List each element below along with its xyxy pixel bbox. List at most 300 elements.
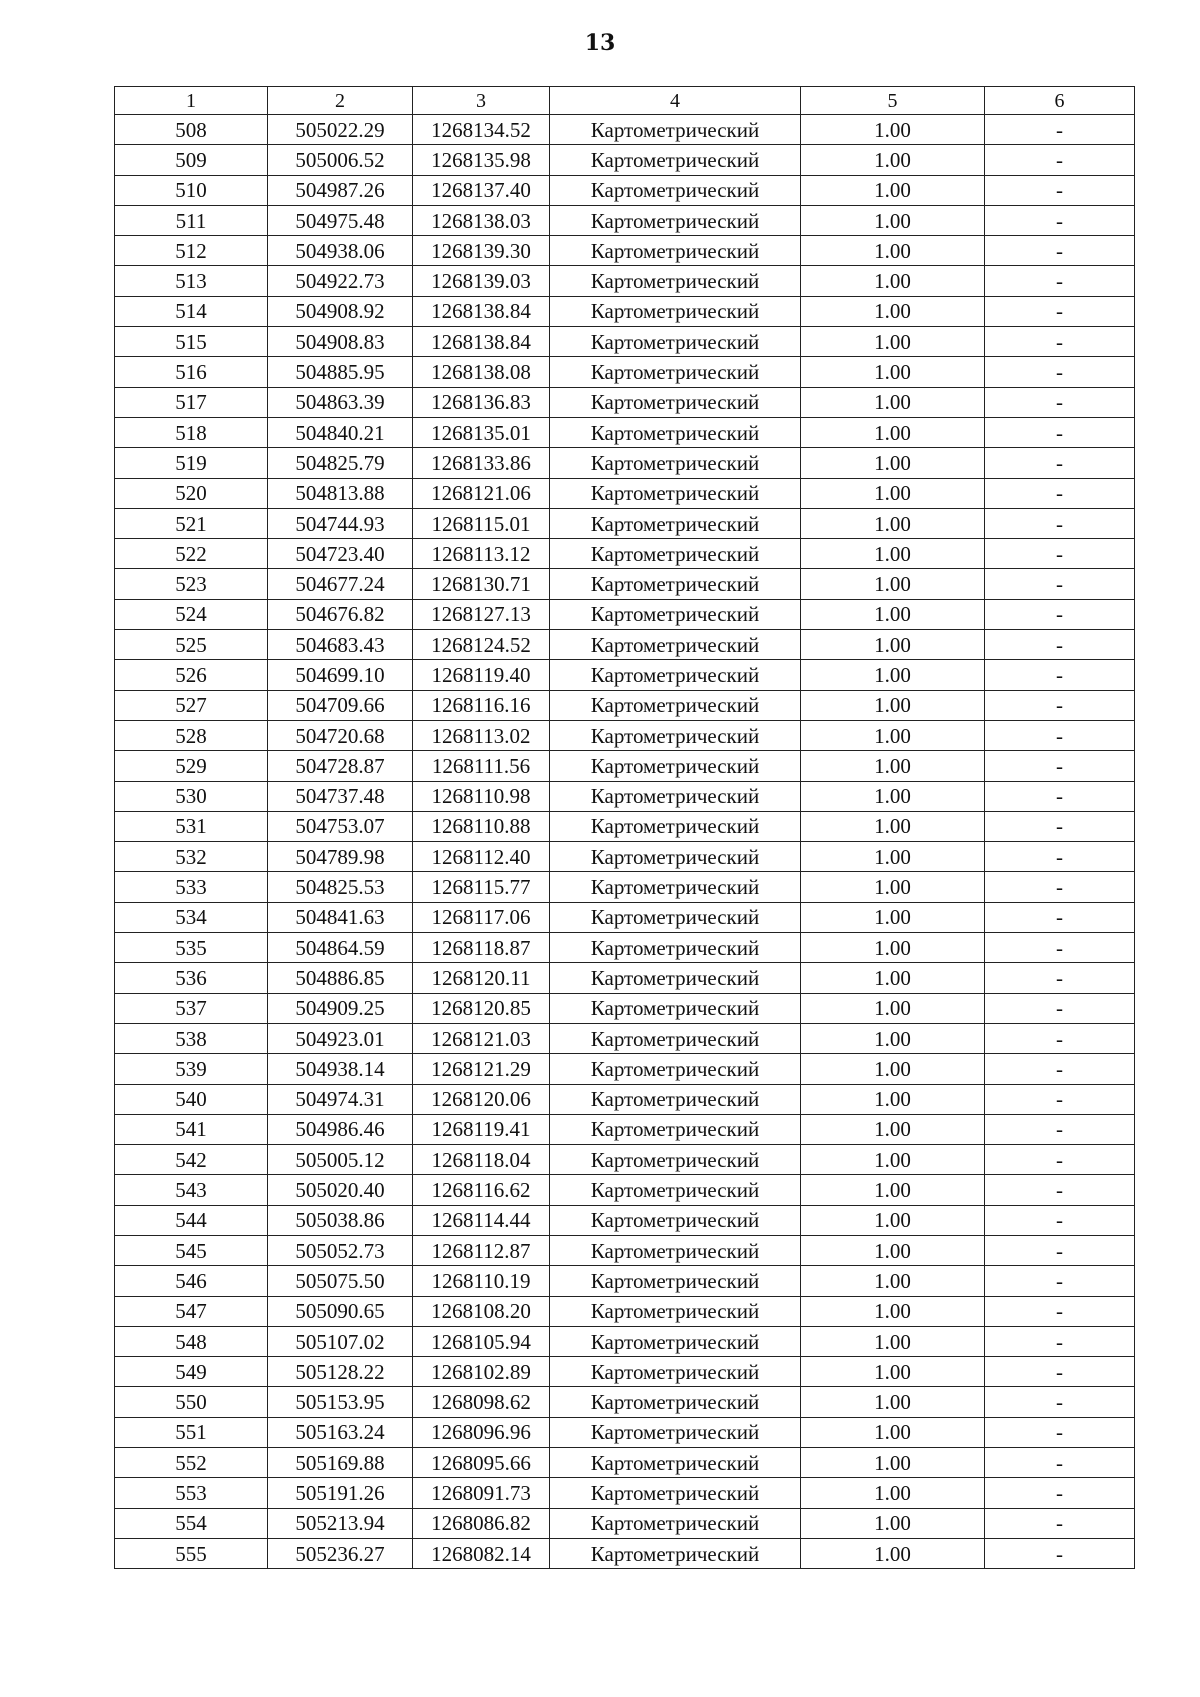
point-number-cell: 544 bbox=[115, 1205, 268, 1235]
table-row bbox=[115, 902, 1135, 932]
method-cell: Картометрический bbox=[550, 266, 801, 296]
y-coordinate-cell: 1268118.04 bbox=[413, 1145, 550, 1175]
x-coordinate-cell: 505005.12 bbox=[268, 1145, 413, 1175]
method-cell: Картометрический bbox=[550, 993, 801, 1023]
y-coordinate-cell: 1268139.03 bbox=[413, 266, 550, 296]
point-number-cell: 546 bbox=[115, 1266, 268, 1296]
x-coordinate-cell: 505191.26 bbox=[268, 1478, 413, 1508]
method-cell: Картометрический bbox=[550, 357, 801, 387]
y-coordinate-cell: 1268116.62 bbox=[413, 1175, 550, 1205]
table-row bbox=[115, 1478, 1135, 1508]
accuracy-cell: 1.00 bbox=[801, 1114, 985, 1144]
x-coordinate-cell: 504986.46 bbox=[268, 1114, 413, 1144]
x-coordinate-cell: 504683.43 bbox=[268, 630, 413, 660]
table-row bbox=[115, 720, 1135, 750]
y-coordinate-cell: 1268111.56 bbox=[413, 751, 550, 781]
table-row bbox=[115, 1235, 1135, 1265]
x-coordinate-cell: 505169.88 bbox=[268, 1448, 413, 1478]
point-number-cell: 548 bbox=[115, 1326, 268, 1356]
method-cell: Картометрический bbox=[550, 539, 801, 569]
note-cell: - bbox=[985, 1266, 1135, 1296]
note-cell: - bbox=[985, 508, 1135, 538]
point-number-cell: 552 bbox=[115, 1448, 268, 1478]
point-number-cell: 508 bbox=[115, 115, 268, 145]
coordinates-table bbox=[114, 86, 1135, 1569]
note-cell: - bbox=[985, 417, 1135, 447]
point-number-cell: 543 bbox=[115, 1175, 268, 1205]
x-coordinate-cell: 504677.24 bbox=[268, 569, 413, 599]
accuracy-cell: 1.00 bbox=[801, 448, 985, 478]
y-coordinate-cell: 1268117.06 bbox=[413, 902, 550, 932]
method-cell: Картометрический bbox=[550, 1448, 801, 1478]
x-coordinate-cell: 504699.10 bbox=[268, 660, 413, 690]
x-coordinate-cell: 504863.39 bbox=[268, 387, 413, 417]
method-cell: Картометрический bbox=[550, 1145, 801, 1175]
x-coordinate-cell: 505038.86 bbox=[268, 1205, 413, 1235]
note-cell: - bbox=[985, 387, 1135, 417]
table-row bbox=[115, 1448, 1135, 1478]
note-cell: - bbox=[985, 781, 1135, 811]
y-coordinate-cell: 1268118.87 bbox=[413, 933, 550, 963]
x-coordinate-cell: 505153.95 bbox=[268, 1387, 413, 1417]
table-row bbox=[115, 1538, 1135, 1568]
x-coordinate-cell: 505022.29 bbox=[268, 115, 413, 145]
point-number-cell: 512 bbox=[115, 236, 268, 266]
point-number-cell: 516 bbox=[115, 357, 268, 387]
y-coordinate-cell: 1268120.06 bbox=[413, 1084, 550, 1114]
accuracy-cell: 1.00 bbox=[801, 993, 985, 1023]
point-number-cell: 525 bbox=[115, 630, 268, 660]
method-cell: Картометрический bbox=[550, 1235, 801, 1265]
header-row bbox=[115, 87, 1135, 115]
note-cell: - bbox=[985, 1114, 1135, 1144]
method-cell: Картометрический bbox=[550, 842, 801, 872]
x-coordinate-cell: 504908.83 bbox=[268, 327, 413, 357]
method-cell: Картометрический bbox=[550, 1054, 801, 1084]
note-cell: - bbox=[985, 1326, 1135, 1356]
accuracy-cell: 1.00 bbox=[801, 1235, 985, 1265]
method-cell: Картометрический bbox=[550, 387, 801, 417]
y-coordinate-cell: 1268119.40 bbox=[413, 660, 550, 690]
x-coordinate-cell: 504825.79 bbox=[268, 448, 413, 478]
table-row bbox=[115, 933, 1135, 963]
y-coordinate-cell: 1268121.06 bbox=[413, 478, 550, 508]
note-cell: - bbox=[985, 1023, 1135, 1053]
note-cell: - bbox=[985, 1054, 1135, 1084]
method-cell: Картометрический bbox=[550, 417, 801, 447]
table-row bbox=[115, 1417, 1135, 1447]
method-cell: Картометрический bbox=[550, 145, 801, 175]
table-row bbox=[115, 115, 1135, 145]
accuracy-cell: 1.00 bbox=[801, 1357, 985, 1387]
table-row bbox=[115, 508, 1135, 538]
x-coordinate-cell: 504975.48 bbox=[268, 205, 413, 235]
x-coordinate-cell: 504923.01 bbox=[268, 1023, 413, 1053]
method-cell: Картометрический bbox=[550, 630, 801, 660]
y-coordinate-cell: 1268110.98 bbox=[413, 781, 550, 811]
point-number-cell: 555 bbox=[115, 1538, 268, 1568]
accuracy-cell: 1.00 bbox=[801, 236, 985, 266]
table-row bbox=[115, 448, 1135, 478]
note-cell: - bbox=[985, 266, 1135, 296]
accuracy-cell: 1.00 bbox=[801, 145, 985, 175]
table-header bbox=[115, 87, 1135, 115]
accuracy-cell: 1.00 bbox=[801, 417, 985, 447]
y-coordinate-cell: 1268120.85 bbox=[413, 993, 550, 1023]
method-cell: Картометрический bbox=[550, 236, 801, 266]
table-row bbox=[115, 205, 1135, 235]
table-row bbox=[115, 1054, 1135, 1084]
point-number-cell: 509 bbox=[115, 145, 268, 175]
accuracy-cell: 1.00 bbox=[801, 478, 985, 508]
method-cell: Картометрический bbox=[550, 902, 801, 932]
note-cell: - bbox=[985, 1205, 1135, 1235]
x-coordinate-cell: 504720.68 bbox=[268, 720, 413, 750]
x-coordinate-cell: 505090.65 bbox=[268, 1296, 413, 1326]
accuracy-cell: 1.00 bbox=[801, 1175, 985, 1205]
table-row bbox=[115, 872, 1135, 902]
note-cell: - bbox=[985, 933, 1135, 963]
method-cell: Картометрический bbox=[550, 1417, 801, 1447]
point-number-cell: 532 bbox=[115, 842, 268, 872]
table-row bbox=[115, 478, 1135, 508]
table-row bbox=[115, 842, 1135, 872]
x-coordinate-cell: 504728.87 bbox=[268, 751, 413, 781]
method-cell: Картометрический bbox=[550, 1114, 801, 1144]
accuracy-cell: 1.00 bbox=[801, 599, 985, 629]
y-coordinate-cell: 1268135.98 bbox=[413, 145, 550, 175]
y-coordinate-cell: 1268116.16 bbox=[413, 690, 550, 720]
table-row bbox=[115, 1296, 1135, 1326]
x-coordinate-cell: 505128.22 bbox=[268, 1357, 413, 1387]
method-cell: Картометрический bbox=[550, 690, 801, 720]
y-coordinate-cell: 1268139.30 bbox=[413, 236, 550, 266]
column-header-2: 2 bbox=[268, 87, 413, 115]
table-row bbox=[115, 751, 1135, 781]
method-cell: Картометрический bbox=[550, 1508, 801, 1538]
x-coordinate-cell: 505052.73 bbox=[268, 1235, 413, 1265]
method-cell: Картометрический bbox=[550, 599, 801, 629]
note-cell: - bbox=[985, 1448, 1135, 1478]
table-row bbox=[115, 690, 1135, 720]
accuracy-cell: 1.00 bbox=[801, 508, 985, 538]
column-header-3: 3 bbox=[413, 87, 550, 115]
note-cell: - bbox=[985, 115, 1135, 145]
y-coordinate-cell: 1268119.41 bbox=[413, 1114, 550, 1144]
y-coordinate-cell: 1268091.73 bbox=[413, 1478, 550, 1508]
table-row bbox=[115, 327, 1135, 357]
point-number-cell: 551 bbox=[115, 1417, 268, 1447]
point-number-cell: 554 bbox=[115, 1508, 268, 1538]
accuracy-cell: 1.00 bbox=[801, 205, 985, 235]
accuracy-cell: 1.00 bbox=[801, 933, 985, 963]
x-coordinate-cell: 504813.88 bbox=[268, 478, 413, 508]
table-row bbox=[115, 1145, 1135, 1175]
table-row bbox=[115, 236, 1135, 266]
note-cell: - bbox=[985, 660, 1135, 690]
point-number-cell: 535 bbox=[115, 933, 268, 963]
table-row bbox=[115, 417, 1135, 447]
note-cell: - bbox=[985, 993, 1135, 1023]
point-number-cell: 542 bbox=[115, 1145, 268, 1175]
note-cell: - bbox=[985, 1417, 1135, 1447]
point-number-cell: 538 bbox=[115, 1023, 268, 1053]
accuracy-cell: 1.00 bbox=[801, 902, 985, 932]
note-cell: - bbox=[985, 1508, 1135, 1538]
y-coordinate-cell: 1268082.14 bbox=[413, 1538, 550, 1568]
method-cell: Картометрический bbox=[550, 1478, 801, 1508]
point-number-cell: 553 bbox=[115, 1478, 268, 1508]
method-cell: Картометрический bbox=[550, 1387, 801, 1417]
table-row bbox=[115, 539, 1135, 569]
accuracy-cell: 1.00 bbox=[801, 1084, 985, 1114]
x-coordinate-cell: 504825.53 bbox=[268, 872, 413, 902]
method-cell: Картометрический bbox=[550, 508, 801, 538]
method-cell: Картометрический bbox=[550, 115, 801, 145]
point-number-cell: 524 bbox=[115, 599, 268, 629]
method-cell: Картометрический bbox=[550, 175, 801, 205]
method-cell: Картометрический bbox=[550, 1205, 801, 1235]
method-cell: Картометрический bbox=[550, 1357, 801, 1387]
note-cell: - bbox=[985, 205, 1135, 235]
accuracy-cell: 1.00 bbox=[801, 1054, 985, 1084]
table-row bbox=[115, 781, 1135, 811]
y-coordinate-cell: 1268110.88 bbox=[413, 811, 550, 841]
accuracy-cell: 1.00 bbox=[801, 842, 985, 872]
y-coordinate-cell: 1268095.66 bbox=[413, 1448, 550, 1478]
table-body bbox=[115, 115, 1135, 1569]
accuracy-cell: 1.00 bbox=[801, 1145, 985, 1175]
note-cell: - bbox=[985, 569, 1135, 599]
point-number-cell: 527 bbox=[115, 690, 268, 720]
table-row bbox=[115, 1023, 1135, 1053]
note-cell: - bbox=[985, 357, 1135, 387]
point-number-cell: 518 bbox=[115, 417, 268, 447]
note-cell: - bbox=[985, 236, 1135, 266]
y-coordinate-cell: 1268138.84 bbox=[413, 327, 550, 357]
table-row bbox=[115, 811, 1135, 841]
y-coordinate-cell: 1268135.01 bbox=[413, 417, 550, 447]
note-cell: - bbox=[985, 1357, 1135, 1387]
x-coordinate-cell: 504709.66 bbox=[268, 690, 413, 720]
point-number-cell: 547 bbox=[115, 1296, 268, 1326]
x-coordinate-cell: 504922.73 bbox=[268, 266, 413, 296]
point-number-cell: 529 bbox=[115, 751, 268, 781]
y-coordinate-cell: 1268120.11 bbox=[413, 963, 550, 993]
x-coordinate-cell: 505107.02 bbox=[268, 1326, 413, 1356]
y-coordinate-cell: 1268114.44 bbox=[413, 1205, 550, 1235]
note-cell: - bbox=[985, 1478, 1135, 1508]
accuracy-cell: 1.00 bbox=[801, 690, 985, 720]
accuracy-cell: 1.00 bbox=[801, 1538, 985, 1568]
point-number-cell: 519 bbox=[115, 448, 268, 478]
y-coordinate-cell: 1268112.87 bbox=[413, 1235, 550, 1265]
note-cell: - bbox=[985, 327, 1135, 357]
point-number-cell: 536 bbox=[115, 963, 268, 993]
point-number-cell: 511 bbox=[115, 205, 268, 235]
x-coordinate-cell: 504885.95 bbox=[268, 357, 413, 387]
note-cell: - bbox=[985, 1296, 1135, 1326]
accuracy-cell: 1.00 bbox=[801, 387, 985, 417]
note-cell: - bbox=[985, 478, 1135, 508]
x-coordinate-cell: 504744.93 bbox=[268, 508, 413, 538]
y-coordinate-cell: 1268113.12 bbox=[413, 539, 550, 569]
x-coordinate-cell: 504864.59 bbox=[268, 933, 413, 963]
y-coordinate-cell: 1268133.86 bbox=[413, 448, 550, 478]
accuracy-cell: 1.00 bbox=[801, 327, 985, 357]
note-cell: - bbox=[985, 1145, 1135, 1175]
y-coordinate-cell: 1268105.94 bbox=[413, 1326, 550, 1356]
point-number-cell: 539 bbox=[115, 1054, 268, 1084]
point-number-cell: 510 bbox=[115, 175, 268, 205]
column-header-1: 1 bbox=[115, 87, 268, 115]
x-coordinate-cell: 504938.06 bbox=[268, 236, 413, 266]
point-number-cell: 517 bbox=[115, 387, 268, 417]
accuracy-cell: 1.00 bbox=[801, 1205, 985, 1235]
x-coordinate-cell: 505163.24 bbox=[268, 1417, 413, 1447]
table-row bbox=[115, 387, 1135, 417]
note-cell: - bbox=[985, 872, 1135, 902]
table-row bbox=[115, 1175, 1135, 1205]
y-coordinate-cell: 1268113.02 bbox=[413, 720, 550, 750]
accuracy-cell: 1.00 bbox=[801, 781, 985, 811]
y-coordinate-cell: 1268130.71 bbox=[413, 569, 550, 599]
note-cell: - bbox=[985, 1175, 1135, 1205]
point-number-cell: 537 bbox=[115, 993, 268, 1023]
note-cell: - bbox=[985, 539, 1135, 569]
column-header-4: 4 bbox=[550, 87, 801, 115]
accuracy-cell: 1.00 bbox=[801, 1296, 985, 1326]
x-coordinate-cell: 504789.98 bbox=[268, 842, 413, 872]
accuracy-cell: 1.00 bbox=[801, 115, 985, 145]
y-coordinate-cell: 1268138.08 bbox=[413, 357, 550, 387]
table-row bbox=[115, 569, 1135, 599]
point-number-cell: 514 bbox=[115, 296, 268, 326]
table-row bbox=[115, 1266, 1135, 1296]
note-cell: - bbox=[985, 145, 1135, 175]
point-number-cell: 531 bbox=[115, 811, 268, 841]
note-cell: - bbox=[985, 630, 1135, 660]
table-row bbox=[115, 1326, 1135, 1356]
point-number-cell: 549 bbox=[115, 1357, 268, 1387]
x-coordinate-cell: 504840.21 bbox=[268, 417, 413, 447]
x-coordinate-cell: 504987.26 bbox=[268, 175, 413, 205]
x-coordinate-cell: 504753.07 bbox=[268, 811, 413, 841]
note-cell: - bbox=[985, 1235, 1135, 1265]
table-row bbox=[115, 266, 1135, 296]
point-number-cell: 530 bbox=[115, 781, 268, 811]
accuracy-cell: 1.00 bbox=[801, 811, 985, 841]
note-cell: - bbox=[985, 448, 1135, 478]
method-cell: Картометрический bbox=[550, 811, 801, 841]
accuracy-cell: 1.00 bbox=[801, 963, 985, 993]
point-number-cell: 528 bbox=[115, 720, 268, 750]
method-cell: Картометрический bbox=[550, 660, 801, 690]
method-cell: Картометрический bbox=[550, 205, 801, 235]
note-cell: - bbox=[985, 1084, 1135, 1114]
method-cell: Картометрический bbox=[550, 1538, 801, 1568]
accuracy-cell: 1.00 bbox=[801, 1508, 985, 1538]
method-cell: Картометрический bbox=[550, 781, 801, 811]
y-coordinate-cell: 1268134.52 bbox=[413, 115, 550, 145]
column-header-5: 5 bbox=[801, 87, 985, 115]
table-row bbox=[115, 660, 1135, 690]
table-row bbox=[115, 963, 1135, 993]
method-cell: Картометрический bbox=[550, 720, 801, 750]
point-number-cell: 513 bbox=[115, 266, 268, 296]
y-coordinate-cell: 1268138.03 bbox=[413, 205, 550, 235]
note-cell: - bbox=[985, 963, 1135, 993]
x-coordinate-cell: 504886.85 bbox=[268, 963, 413, 993]
note-cell: - bbox=[985, 842, 1135, 872]
y-coordinate-cell: 1268098.62 bbox=[413, 1387, 550, 1417]
accuracy-cell: 1.00 bbox=[801, 630, 985, 660]
point-number-cell: 523 bbox=[115, 569, 268, 599]
note-cell: - bbox=[985, 720, 1135, 750]
note-cell: - bbox=[985, 690, 1135, 720]
table-row bbox=[115, 1508, 1135, 1538]
method-cell: Картометрический bbox=[550, 1023, 801, 1053]
method-cell: Картометрический bbox=[550, 1326, 801, 1356]
method-cell: Картометрический bbox=[550, 448, 801, 478]
method-cell: Картометрический bbox=[550, 1296, 801, 1326]
accuracy-cell: 1.00 bbox=[801, 1448, 985, 1478]
y-coordinate-cell: 1268115.01 bbox=[413, 508, 550, 538]
y-coordinate-cell: 1268096.96 bbox=[413, 1417, 550, 1447]
point-number-cell: 534 bbox=[115, 902, 268, 932]
note-cell: - bbox=[985, 1538, 1135, 1568]
accuracy-cell: 1.00 bbox=[801, 872, 985, 902]
table-row bbox=[115, 1084, 1135, 1114]
point-number-cell: 526 bbox=[115, 660, 268, 690]
method-cell: Картометрический bbox=[550, 751, 801, 781]
point-number-cell: 540 bbox=[115, 1084, 268, 1114]
accuracy-cell: 1.00 bbox=[801, 1023, 985, 1053]
accuracy-cell: 1.00 bbox=[801, 1266, 985, 1296]
x-coordinate-cell: 504676.82 bbox=[268, 599, 413, 629]
method-cell: Картометрический bbox=[550, 963, 801, 993]
method-cell: Картометрический bbox=[550, 933, 801, 963]
x-coordinate-cell: 505075.50 bbox=[268, 1266, 413, 1296]
table-row bbox=[115, 599, 1135, 629]
method-cell: Картометрический bbox=[550, 1266, 801, 1296]
table-row bbox=[115, 1114, 1135, 1144]
y-coordinate-cell: 1268121.29 bbox=[413, 1054, 550, 1084]
table-row bbox=[115, 175, 1135, 205]
y-coordinate-cell: 1268115.77 bbox=[413, 872, 550, 902]
x-coordinate-cell: 505006.52 bbox=[268, 145, 413, 175]
table-row bbox=[115, 296, 1135, 326]
accuracy-cell: 1.00 bbox=[801, 751, 985, 781]
y-coordinate-cell: 1268110.19 bbox=[413, 1266, 550, 1296]
y-coordinate-cell: 1268086.82 bbox=[413, 1508, 550, 1538]
point-number-cell: 533 bbox=[115, 872, 268, 902]
table-row bbox=[115, 993, 1135, 1023]
x-coordinate-cell: 504737.48 bbox=[268, 781, 413, 811]
table-row bbox=[115, 145, 1135, 175]
table-row bbox=[115, 1205, 1135, 1235]
table-row bbox=[115, 1357, 1135, 1387]
accuracy-cell: 1.00 bbox=[801, 296, 985, 326]
method-cell: Картометрический bbox=[550, 296, 801, 326]
x-coordinate-cell: 505213.94 bbox=[268, 1508, 413, 1538]
y-coordinate-cell: 1268112.40 bbox=[413, 842, 550, 872]
note-cell: - bbox=[985, 1387, 1135, 1417]
page-number: 13 bbox=[584, 30, 616, 56]
y-coordinate-cell: 1268121.03 bbox=[413, 1023, 550, 1053]
x-coordinate-cell: 504909.25 bbox=[268, 993, 413, 1023]
accuracy-cell: 1.00 bbox=[801, 266, 985, 296]
